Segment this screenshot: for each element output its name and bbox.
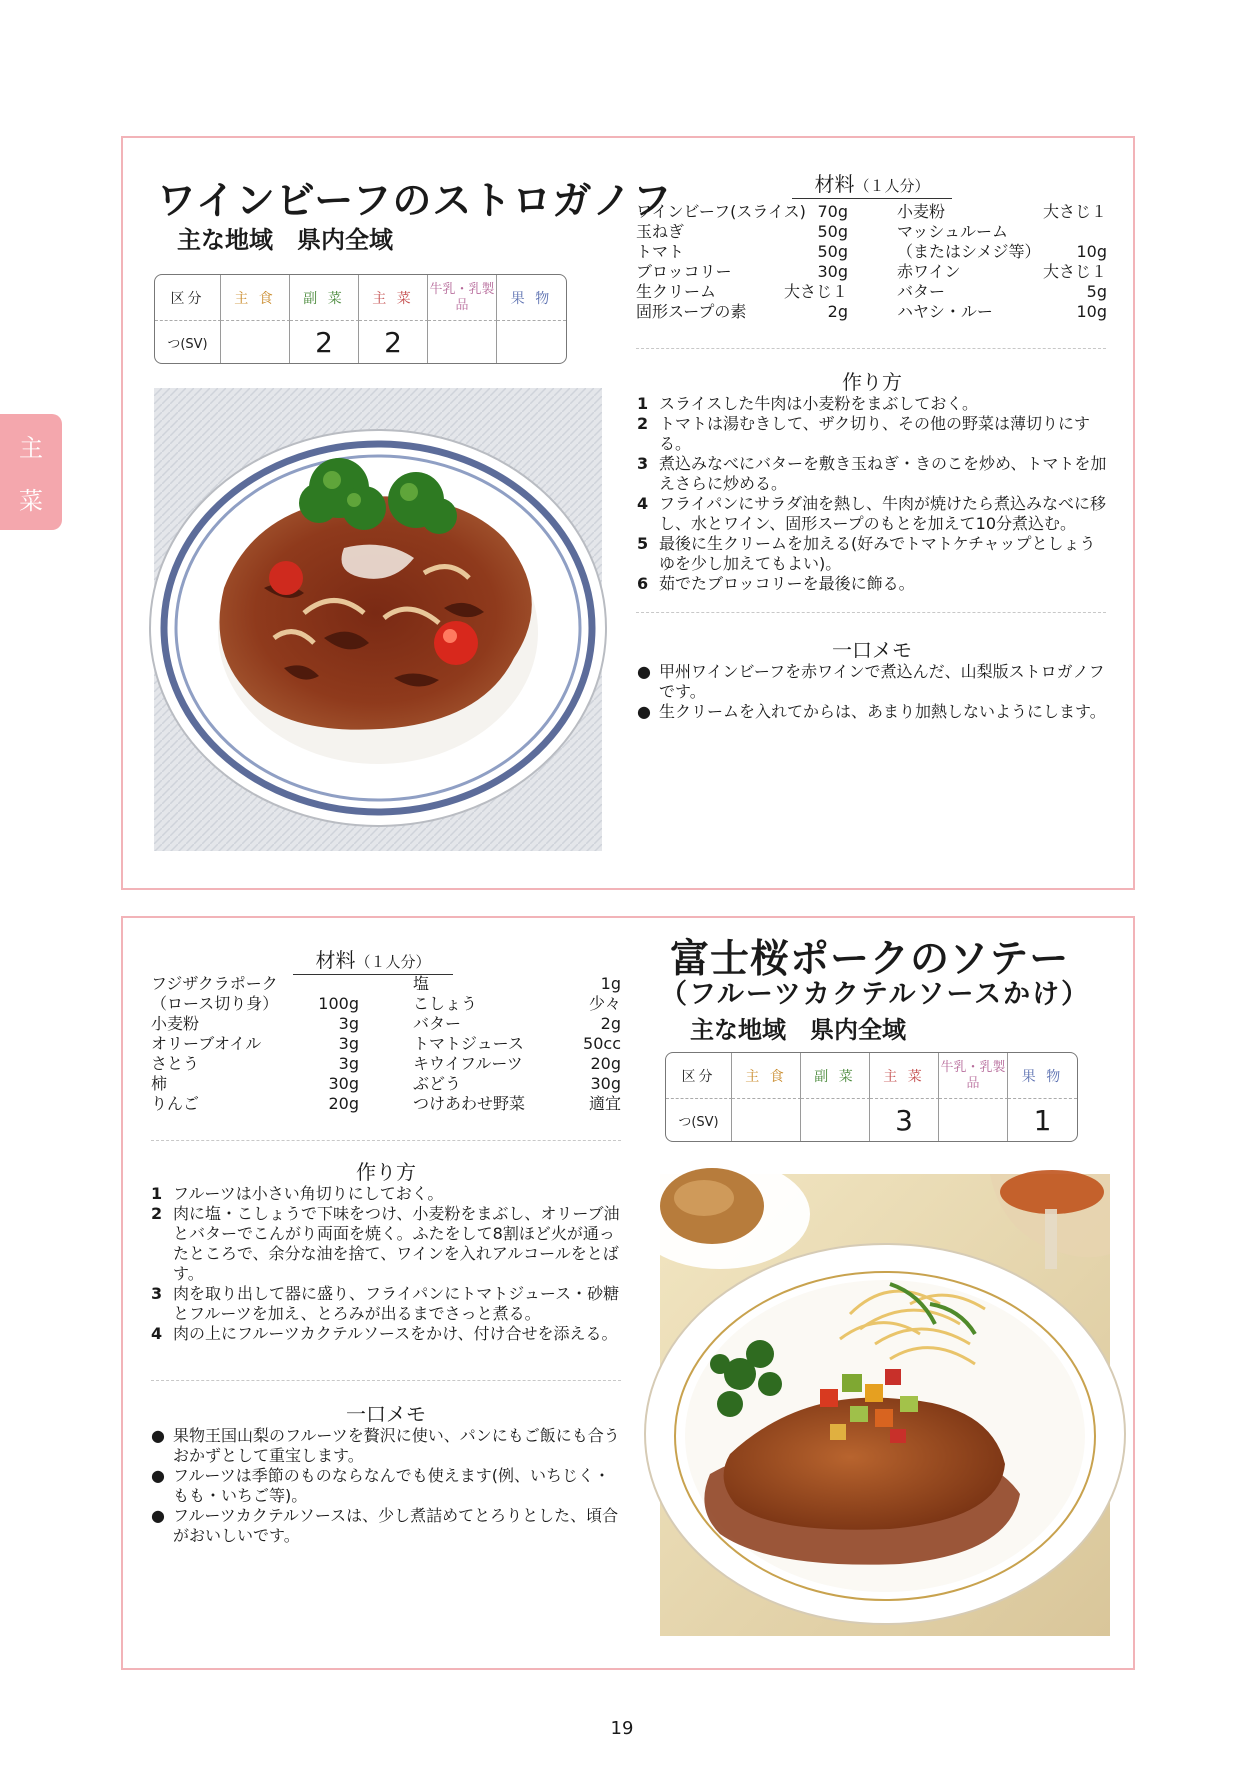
page-number: 19	[610, 1718, 634, 1739]
ingredient-row	[413, 1034, 621, 1054]
ingredient-amount: 3g	[338, 1054, 359, 1073]
ingredient-name: 赤ワイン	[897, 262, 961, 281]
step-text: 肉を取り出して器に盛り、フライパンにトマトジュース・砂糖とフルーツを加え、とろみが出るまでさっと煮る。	[173, 1284, 620, 1323]
step-text: 茹でたブロッコリーを最後に飾る。	[659, 574, 915, 593]
memo-item	[151, 1466, 621, 1506]
section-divider	[151, 1140, 621, 1141]
memo-title: 一口メモ	[832, 638, 912, 662]
ingredient-amount: 20g	[590, 1054, 621, 1073]
sv-header-category: 区分	[666, 1053, 732, 1099]
memo-item	[151, 1506, 621, 1546]
ingredient-name: 小麦粉	[897, 202, 946, 221]
sv-value-staple	[732, 1099, 801, 1141]
method-step	[151, 1284, 621, 1324]
step-number: 4	[637, 494, 649, 513]
step-number: 1	[151, 1184, 163, 1203]
serving-table	[665, 1052, 1078, 1142]
memo-text: フルーツカクテルソースは、少し煮詰めてとろりとした、頃合がおいしいです。	[173, 1506, 619, 1545]
ingredient-amount: 50g	[817, 222, 848, 241]
method-title: 作り方	[842, 370, 902, 394]
ingredient-amount: 適宜	[588, 1094, 621, 1113]
ingredient-row	[151, 1034, 359, 1054]
bullet-icon: ●	[637, 702, 651, 721]
sv-header-side: 副 菜	[801, 1053, 870, 1099]
ingredient-row	[897, 242, 1107, 262]
category-side-tab	[0, 414, 62, 530]
ingredient-name: 塩	[413, 974, 430, 993]
ingredient-amount: 70g	[817, 202, 848, 221]
sv-header-fruit: 果 物	[1008, 1053, 1077, 1099]
ingredient-name: 柿	[151, 1074, 168, 1093]
method-steps	[637, 394, 1107, 594]
recipe-card-stroganoff	[121, 136, 1135, 890]
ingredient-row	[151, 1054, 359, 1074]
ingredient-amount: 50g	[817, 242, 848, 261]
memo-item	[151, 1426, 621, 1466]
step-number: 4	[151, 1324, 163, 1343]
ingredient-row	[151, 1014, 359, 1034]
ingredient-row	[151, 994, 359, 1014]
ingredient-amount: 10g	[1076, 302, 1107, 321]
ingredient-name: （またはシメジ等）	[897, 242, 1041, 261]
bullet-icon: ●	[637, 662, 651, 681]
ingredient-amount: 大さじ１	[1042, 202, 1107, 221]
method-step	[151, 1324, 621, 1344]
ingredient-name: 生クリーム	[636, 282, 717, 301]
sv-value-fruit	[497, 321, 566, 363]
sv-value-side	[801, 1099, 870, 1141]
sv-row-label: つ(SV)	[155, 321, 221, 363]
sv-header-main: 主 菜	[870, 1053, 939, 1099]
ingredient-name: ブロッコリー	[636, 262, 732, 281]
ingredient-name: オリーブオイル	[151, 1034, 262, 1053]
method-step	[637, 574, 1107, 594]
ingredient-amount	[1027, 222, 1107, 242]
sv-header-dairy: 牛乳・乳製品	[939, 1053, 1008, 1099]
section-divider	[636, 612, 1106, 613]
ingredient-name: バター	[897, 282, 946, 301]
recipe-title: ワインビーフのストロガノフ	[157, 179, 673, 224]
ingredient-amount	[307, 974, 359, 994]
recipe-title: 富士桜ポークのソテー	[670, 937, 1070, 982]
ingredient-name: トマト	[636, 242, 685, 261]
ingredient-row	[413, 1054, 621, 1074]
ingredient-row	[413, 974, 621, 994]
step-number: 3	[637, 454, 649, 473]
ingredient-name: マッシュルーム	[897, 222, 1009, 241]
memo-item	[637, 702, 1107, 722]
region-line	[177, 220, 393, 255]
recipe-subtitle: （フルーツカクテルソースかけ）	[660, 979, 1091, 1010]
step-text: トマトは湯むきして、ザク切り、その他の野菜は薄切りにする。	[659, 414, 1091, 453]
ingredient-amount: 2g	[600, 1014, 621, 1033]
ingredients-serving-note: （１人分）	[854, 177, 930, 195]
step-number: 2	[637, 414, 649, 433]
ingredients-title: 材料	[814, 172, 855, 196]
ingredient-row	[413, 1014, 621, 1034]
sv-row-label: つ(SV)	[666, 1099, 732, 1141]
serving-table	[154, 274, 567, 364]
ingredient-row	[636, 242, 848, 262]
ingredients-serving-note: （１人分）	[355, 953, 431, 971]
step-text: 肉の上にフルーツカクテルソースをかけ、付け合せを添える。	[173, 1324, 618, 1343]
ingredient-row	[151, 974, 359, 994]
sv-value-main: 2	[359, 321, 428, 363]
ingredient-name: つけあわせ野菜	[413, 1094, 526, 1113]
side-tab-char: 主	[19, 434, 43, 462]
sv-header-fruit: 果 物	[497, 275, 566, 321]
sv-header-staple: 主 食	[732, 1053, 801, 1099]
ingredient-row	[897, 302, 1107, 322]
bullet-icon: ●	[151, 1466, 165, 1485]
ingredients-heading	[792, 168, 952, 199]
ingredient-name: 玉ねぎ	[636, 222, 685, 241]
region-line	[690, 1010, 906, 1045]
ingredient-name: キウイフルーツ	[413, 1054, 523, 1073]
step-number: 5	[637, 534, 649, 553]
ingredient-name: 固形スープの素	[636, 302, 747, 321]
sv-value-dairy	[939, 1099, 1008, 1141]
step-text: 最後に生クリームを加える(好みでトマトケチャップとしょうゆを少し加えてもよい)。	[659, 534, 1096, 573]
sv-header-side: 副 菜	[290, 275, 359, 321]
ingredient-row	[636, 262, 848, 282]
ingredient-amount: 30g	[590, 1074, 621, 1093]
ingredient-amount: 30g	[817, 262, 848, 281]
ingredient-name: ハヤシ・ルー	[897, 302, 993, 321]
sv-value-side: 2	[290, 321, 359, 363]
region-value: 県内全域	[810, 1016, 906, 1044]
side-tab-char: 菜	[19, 487, 43, 515]
sv-value-dairy	[428, 321, 497, 363]
method-steps	[151, 1184, 621, 1344]
dish-photo-stroganoff	[154, 388, 602, 851]
ingredient-row	[636, 282, 848, 302]
ingredient-name: バター	[413, 1014, 462, 1033]
ingredient-row	[413, 994, 621, 1014]
ingredient-name: りんご	[151, 1094, 200, 1113]
ingredient-amount: 30g	[328, 1074, 359, 1093]
sv-header-staple: 主 食	[221, 275, 290, 321]
ingredient-amount: 10g	[1076, 242, 1107, 261]
ingredient-row	[897, 262, 1107, 282]
ingredient-amount: 少々	[588, 994, 621, 1013]
region-label: 主な地域	[177, 226, 273, 254]
ingredient-amount: 3g	[338, 1014, 359, 1033]
ingredient-name: 小麦粉	[151, 1014, 200, 1033]
step-number: 2	[151, 1204, 163, 1223]
ingredient-amount: 50cc	[583, 1034, 621, 1053]
ingredient-name: トマトジュース	[413, 1034, 524, 1053]
sv-value-fruit: 1	[1033, 1103, 1052, 1137]
method-step	[151, 1204, 621, 1284]
memo-title: 一口メモ	[346, 1402, 426, 1426]
sv-header-main: 主 菜	[359, 275, 428, 321]
method-step	[637, 414, 1107, 454]
step-text: 肉に塩・こしょうで下味をつけ、小麦粉をまぶし、オリーブ油とバターでこんがり両面を焼く。ふたをして8割ほど火が通ったところで、余分な油を捨て、ワインを入れアルコールをとばす。	[173, 1204, 620, 1283]
region-value: 県内全域	[297, 226, 393, 254]
step-text: フルーツは小さい角切りにしておく。	[173, 1184, 444, 1203]
ingredient-row	[151, 1074, 359, 1094]
step-number: 3	[151, 1284, 163, 1303]
ingredient-row	[636, 222, 848, 242]
sv-value-main: 3	[870, 1099, 939, 1141]
step-number: 6	[637, 574, 649, 593]
section-divider	[151, 1380, 621, 1381]
dish-photo-pork-saute	[660, 1174, 1110, 1636]
ingredients-list-left	[151, 974, 359, 1114]
ingredients-list-left	[636, 202, 848, 322]
ingredient-row	[897, 202, 1107, 222]
ingredients-list-right	[897, 202, 1107, 322]
memo-text: 生クリームを入れてからは、あまり加熱しないようにします。	[659, 702, 1106, 721]
ingredient-amount: 20g	[328, 1094, 359, 1113]
ingredient-name: さとう	[151, 1054, 200, 1073]
region-label: 主な地域	[690, 1016, 786, 1044]
ingredient-amount: 5g	[1086, 282, 1107, 301]
bullet-icon: ●	[151, 1426, 165, 1445]
ingredient-row	[897, 282, 1107, 302]
ingredients-heading	[293, 944, 453, 975]
section-divider	[636, 348, 1106, 349]
ingredient-name: こしょう	[413, 994, 478, 1013]
ingredient-name: ワインビーフ(スライス)	[636, 202, 806, 221]
ingredient-row	[636, 302, 848, 322]
ingredient-name: （ロース切り身）	[151, 994, 279, 1013]
ingredient-row	[897, 222, 1107, 242]
ingredient-row	[413, 1074, 621, 1094]
memo-item	[637, 662, 1107, 702]
ingredient-amount: 大さじ１	[1042, 262, 1107, 281]
recipe-card-pork-saute	[121, 916, 1135, 1670]
ingredient-row	[413, 1094, 621, 1114]
ingredient-name: ぶどう	[413, 1074, 462, 1093]
method-title: 作り方	[356, 1160, 416, 1184]
sv-header-category: 区分	[155, 275, 221, 321]
step-number: 1	[637, 394, 649, 413]
sv-value-staple	[221, 321, 290, 363]
memo-text: 果物王国山梨のフルーツを贅沢に使い、パンにもご飯にも合うおかずとして重宝します。	[173, 1426, 620, 1465]
ingredient-amount: 1g	[600, 974, 621, 993]
step-text: 煮込みなべにバターを敷き玉ねぎ・きのこを炒め、トマトを加えさらに炒める。	[659, 454, 1107, 493]
memo-list	[637, 662, 1107, 722]
ingredient-row	[151, 1094, 359, 1114]
ingredient-amount: 3g	[338, 1034, 359, 1053]
ingredient-row	[636, 202, 848, 222]
step-text: フライパンにサラダ油を熱し、牛肉が焼けたら煮込みなべに移し、水とワイン、固形スープのもとを加えて10分煮込む。	[659, 494, 1107, 533]
ingredients-list-right	[413, 974, 621, 1114]
method-step	[637, 494, 1107, 534]
bullet-icon: ●	[151, 1506, 165, 1525]
ingredients-title: 材料	[315, 948, 356, 972]
method-step	[637, 534, 1107, 574]
method-step	[637, 394, 1107, 414]
ingredient-amount: 2g	[827, 302, 848, 321]
method-step	[151, 1184, 621, 1204]
ingredient-name: フジザクラポーク	[151, 974, 278, 993]
memo-text: 甲州ワインビーフを赤ワインで煮込んだ、山梨版ストロガノフです。	[659, 662, 1105, 701]
memo-text: フルーツは季節のものならなんでも使えます(例、いちじく・もも・いちご等)。	[173, 1466, 610, 1505]
method-step	[637, 454, 1107, 494]
sv-header-dairy: 牛乳・乳製品	[428, 275, 497, 321]
memo-list	[151, 1426, 621, 1546]
ingredient-amount: 100g	[318, 994, 359, 1013]
ingredient-amount: 大さじ１	[783, 282, 848, 301]
step-text: スライスした牛肉は小麦粉をまぶしておく。	[659, 394, 979, 413]
